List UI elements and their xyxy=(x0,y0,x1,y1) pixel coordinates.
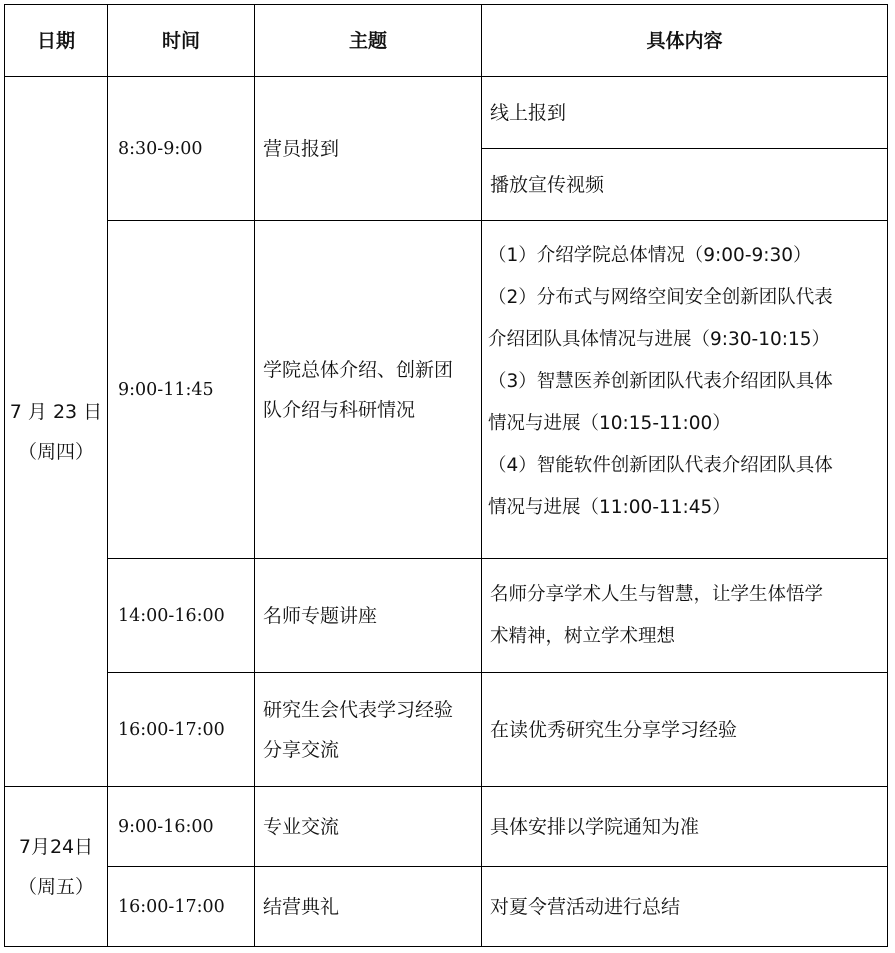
topic-cell: 专业交流 xyxy=(263,815,340,838)
time-cell: 9:00-11:45 xyxy=(118,379,214,400)
column-divider xyxy=(481,4,482,947)
topic-cell xyxy=(263,673,481,786)
content-line: （4）智能软件创新团队代表介绍团队具体 xyxy=(488,455,833,476)
topic-line: 学院总体介绍、创新团 xyxy=(263,358,454,381)
table-border-right xyxy=(887,4,888,947)
content-line: 术精神，树立学术理想 xyxy=(490,625,676,647)
content-cell: 对夏令营活动进行总结 xyxy=(490,895,681,918)
topic-cell xyxy=(263,221,481,558)
content-cell xyxy=(490,221,887,558)
content-line: 情况与进展（10:15-11:00） xyxy=(488,413,731,434)
date-label: 7月24日 xyxy=(18,835,94,858)
column-divider xyxy=(254,4,255,947)
topic-cell: 结营典礼 xyxy=(263,895,340,918)
header-date: 日期 xyxy=(36,29,75,52)
content-cell: 播放宣传视频 xyxy=(490,173,605,196)
content-line: 名师分享学术人生与智慧，让学生体悟学 xyxy=(490,583,824,605)
date-label: 7 月 23 日 xyxy=(9,400,103,423)
content-line: （1）介绍学院总体情况（9:00-9:30） xyxy=(488,245,812,266)
topic-cell: 名师专题讲座 xyxy=(263,604,378,627)
header-content: 具体内容 xyxy=(646,29,723,52)
time-cell: 14:00-16:00 xyxy=(118,605,225,626)
content-cell: 线上报到 xyxy=(490,101,567,124)
topic-line: 研究生会代表学习经验 xyxy=(263,698,454,721)
date-cell-day2 xyxy=(5,787,107,946)
content-cell xyxy=(490,559,887,672)
date-cell-day1 xyxy=(5,77,107,786)
header-topic: 主题 xyxy=(348,29,387,52)
table-border-bottom xyxy=(4,946,888,947)
time-cell: 16:00-17:00 xyxy=(118,896,225,917)
content-line: （3）智慧医养创新团队代表介绍团队具体 xyxy=(488,371,833,392)
time-cell: 16:00-17:00 xyxy=(118,719,225,740)
column-divider xyxy=(107,4,108,947)
weekday-label: （周五） xyxy=(17,875,94,898)
topic-line: 队介绍与科研情况 xyxy=(263,398,416,421)
content-cell: 在读优秀研究生分享学习经验 xyxy=(490,718,738,741)
topic-cell: 营员报到 xyxy=(263,137,340,160)
time-cell: 9:00-16:00 xyxy=(118,816,214,837)
content-line: 情况与进展（11:00-11:45） xyxy=(488,497,731,518)
topic-line: 分享交流 xyxy=(263,738,340,761)
weekday-label: （周四） xyxy=(17,440,94,463)
header-time: 时间 xyxy=(161,29,200,52)
content-line: 介绍团队具体情况与进展（9:30-10:15） xyxy=(488,329,831,350)
content-cell: 具体安排以学院通知为准 xyxy=(490,815,700,838)
content-line: （2）分布式与网络空间安全创新团队代表 xyxy=(488,287,833,308)
time-cell: 8:30-9:00 xyxy=(118,138,203,159)
